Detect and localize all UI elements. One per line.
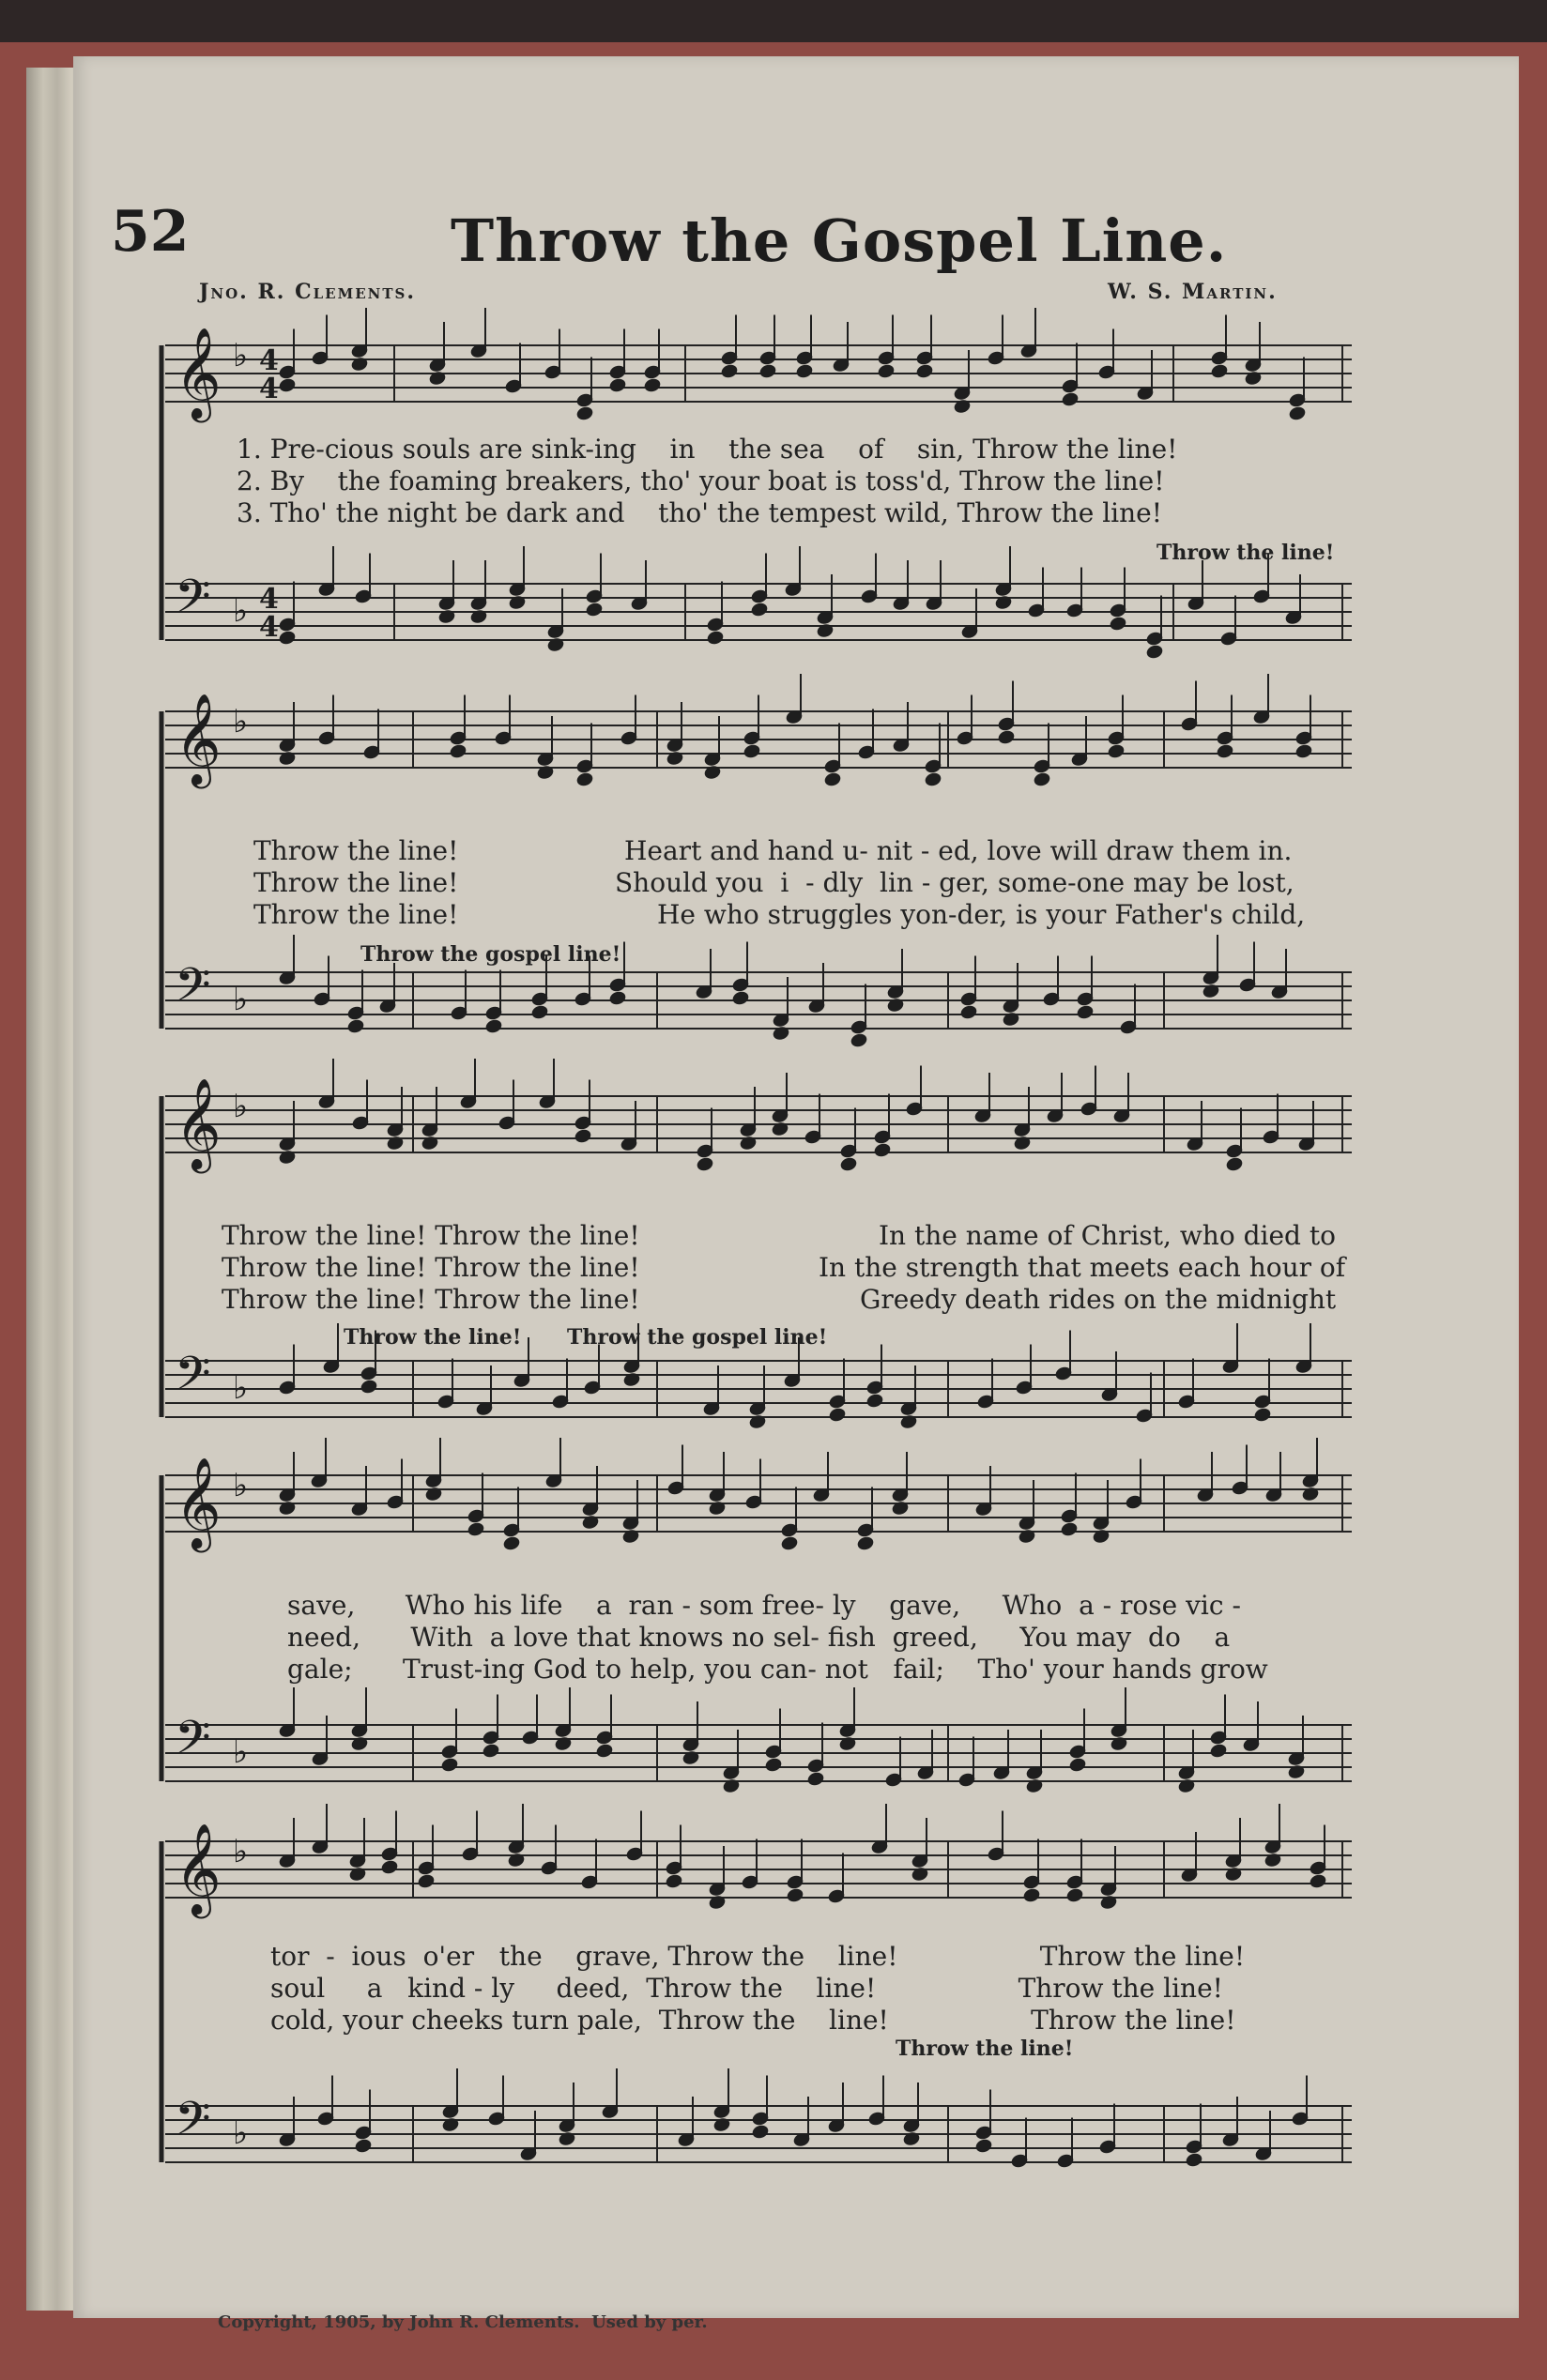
flat-key-signature: ♭ [233,1369,249,1407]
verse-1-line-1: 1. Pre-cious souls are sink-ing in the sea of sin, Throw the line! [237,434,1178,465]
time-signature: 4 [259,611,279,644]
note-head [502,1535,520,1551]
note-head [595,1743,613,1759]
note-head [731,990,749,1006]
note-head [608,990,626,1006]
bass-clef: 𝄢 [175,2092,211,2158]
note-head [482,1743,499,1759]
note-head [997,729,1015,745]
copyright-notice: Copyright, 1905, by John R. Clements. Used by per. [218,2312,708,2332]
flat-key-signature: ♭ [233,337,249,374]
note-head [786,1887,804,1903]
verse-1-line-5: tor - ious o'er the grave, Throw the line! Throw the line! [270,1941,1246,1972]
note-head [278,377,296,393]
treble-clef: 𝄞 [175,693,222,785]
verse-2-line-5: soul a kind - ly deed, Throw the line! Throw the line! [270,1973,1223,2004]
note-head [915,363,933,379]
note-head [720,363,738,379]
note-head [758,363,776,379]
note-head [380,1859,398,1875]
note-head [850,1032,867,1048]
bass-clef: 𝄢 [175,570,211,635]
note-head [1033,771,1050,787]
note-head [1225,1156,1243,1172]
note-head [1076,1004,1094,1020]
note-head [924,771,942,787]
note-head [974,2138,992,2154]
note-head [751,2124,769,2140]
verse-2-line-3b: In the strength that meets each hour of [819,1252,1346,1283]
note-head [750,602,768,618]
note-head [417,1873,435,1889]
verse-3-line-2b: He who struggles yon-der, is your Father's child, [657,899,1306,930]
note-head [696,1156,713,1172]
note-head [1294,743,1312,759]
hymn-title: Throw the Gospel Line. [451,206,1228,275]
time-signature: 4 [259,373,279,405]
note-head [1210,363,1228,379]
note-head [346,1018,364,1034]
note-head [1065,1887,1083,1903]
note-head [743,743,760,759]
note-head [1309,1873,1326,1889]
hymn-number: 52 [111,199,190,265]
note-head [823,771,841,787]
flat-key-signature: ♭ [233,1088,249,1125]
verse-1-line-3b: In the name of Christ, who died to [879,1220,1336,1251]
bass-clef: 𝄢 [175,1347,211,1412]
note-head [1107,743,1125,759]
bass-cue: Throw the line! [1156,541,1335,565]
note-head [440,1757,458,1773]
note-head [1253,1407,1271,1423]
note-head [354,2138,372,2154]
note-head [665,1873,682,1889]
note-head [856,1535,874,1551]
note-head [1068,1757,1086,1773]
note-head [530,1004,548,1020]
bass-clef: 𝄢 [175,958,211,1024]
note-head [1145,644,1163,660]
verse-2-line-4: need, With a love that knows no sel- fish greed, You may do a [287,1622,1231,1653]
note-head [449,743,467,759]
flat-key-signature: ♭ [233,592,249,630]
verse-1-line-2a: Throw the line! [253,835,459,866]
note-head [828,1407,846,1423]
note-head [780,1535,798,1551]
treble-clef: 𝄞 [175,327,222,419]
flat-key-signature: ♭ [233,1833,249,1870]
note-head [484,1018,502,1034]
note-head [585,602,603,618]
flat-key-signature: ♭ [233,2114,249,2152]
verse-2-line-1: 2. By the foaming breakers, tho' your boat is toss'd, Throw the line! [237,465,1165,496]
verse-1-line-2b: Heart and hand u- nit - ed, love will draw them in. [624,835,1293,866]
verse-3-line-3b: Greedy death rides on the midnight [860,1284,1337,1315]
note-head [1216,743,1233,759]
note-head [877,363,895,379]
lyricist-credit: Jno. R. Clements. [199,280,416,304]
bass-cue: Throw the line! [344,1325,522,1350]
note-head [839,1156,857,1172]
verse-3-line-1: 3. Tho' the night be dark and tho' the tempest wild, Throw the line! [237,497,1162,528]
note-head [278,630,296,646]
note-head [1288,405,1306,421]
verse-1-line-4: save, Who his life a ran - som free- ly gave, Who a - rose vic - [287,1590,1241,1621]
note-head [1022,1887,1040,1903]
note-head [795,363,813,379]
note-head [1060,1521,1078,1537]
note-head [608,377,626,393]
time-signature: 4 [259,583,279,616]
note-head [1209,1743,1227,1759]
note-head [1061,391,1079,407]
note-head [467,1521,484,1537]
bass-cue: Throw the gospel line! [567,1325,828,1350]
note-head [360,1379,377,1395]
flat-key-signature: ♭ [233,981,249,1018]
verse-3-line-5: cold, your cheeks turn pale, Throw the line! Throw the line! [270,2005,1236,2036]
composer-credit: W. S. Martin. [1108,280,1278,304]
note-head [865,1393,883,1409]
bass-cue: Throw the gospel line! [360,942,621,967]
flat-key-signature: ♭ [233,1733,249,1771]
note-head [1109,616,1126,632]
verse-3-line-4: gale; Trust-ing God to help, you can- not fail; Tho' your hands grow [287,1654,1268,1685]
verse-3-line-3a: Throw the line! Throw the line! [222,1284,640,1315]
treble-clef: 𝄞 [175,1077,222,1169]
note-head [575,771,593,787]
flat-key-signature: ♭ [233,703,249,740]
note-head [959,1004,977,1020]
verse-2-line-3a: Throw the line! Throw the line! [222,1252,640,1283]
note-head [764,1757,782,1773]
treble-clef: 𝄞 [175,1823,222,1915]
note-head [706,630,724,646]
treble-clef: 𝄞 [175,1457,222,1549]
note-head [1185,2152,1202,2168]
note-head [873,1142,891,1158]
note-head [643,377,661,393]
bass-clef: 𝄢 [175,1711,211,1777]
flat-key-signature: ♭ [233,1467,249,1504]
verse-2-line-2a: Throw the line! [253,867,459,898]
note-head [574,1128,591,1144]
bass-cue: Throw the line! [896,2037,1074,2061]
note-head [575,405,593,421]
verse-1-line-3a: Throw the line! Throw the line! [222,1220,640,1251]
verse-2-line-2b: Should you i - dly lin - ger, some-one may be lost, [615,867,1294,898]
time-signature: 4 [259,344,279,377]
verse-3-line-2a: Throw the line! [253,899,459,930]
note-head [806,1771,824,1787]
